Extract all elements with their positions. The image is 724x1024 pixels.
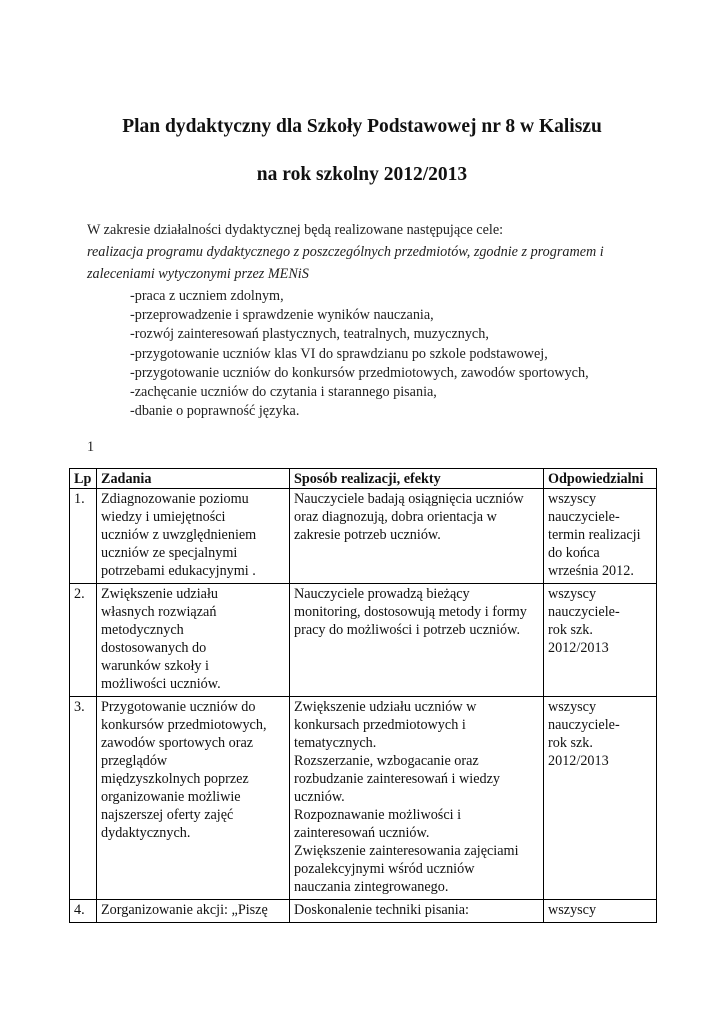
cell-line: pracy do możliwości i potrzeb uczniów. <box>294 622 521 638</box>
cell-line: organizowanie możliwie <box>101 789 241 805</box>
cell-line: rok szk. <box>548 735 593 751</box>
cell-line: metodycznych <box>101 622 184 638</box>
cell-zadania <box>97 489 290 584</box>
cell-line: do końca <box>548 545 600 561</box>
table-row <box>70 697 657 900</box>
cell-line: zainteresowań uczniów. <box>294 825 430 841</box>
cell-line: Doskonalenie techniki pisania: <box>294 902 469 918</box>
table-body <box>70 489 657 923</box>
cell-line: uczniów. <box>294 789 345 805</box>
header-lp: Lp <box>70 469 97 489</box>
cell-line: międzyszkolnych poprzez <box>101 771 249 787</box>
cell-lp: 1. <box>70 489 97 584</box>
cell-line: zakresie potrzeb uczniów. <box>294 527 441 543</box>
cell-line: dydaktycznych. <box>101 825 191 841</box>
header-zadania: Zadania <box>97 469 290 489</box>
section-number: 1 <box>87 439 95 455</box>
cell-line: Zwiększenie zainteresowania zajęciami <box>294 843 519 859</box>
goal-item: -zachęcanie uczniów do czytania i starannego pisania, <box>130 384 437 401</box>
cell-line: własnych rozwiązań <box>101 604 217 620</box>
italic-goal-line-1: realizacja programu dydaktycznego z poszczególnych przedmiotów, zgodnie z programem i <box>87 244 604 260</box>
cell-line: wszyscy <box>548 491 597 507</box>
cell-line: rozbudzanie zainteresowań i wiedzy <box>294 771 501 787</box>
cell-zadania <box>97 697 290 900</box>
cell-line: 2012/2013 <box>548 753 609 769</box>
cell-line: termin realizacji <box>548 527 641 543</box>
cell-line: Zorganizowanie akcji: „Piszę <box>101 902 268 918</box>
cell-odpowiedzialni <box>544 697 657 900</box>
intro-text: W zakresie działalności dydaktycznej będą realizowane następujące cele: <box>87 222 504 238</box>
cell-line: konkursów przedmiotowych, <box>101 717 267 733</box>
cell-line: 2012/2013 <box>548 640 609 656</box>
cell-sposob <box>290 697 544 900</box>
header-sposob: Sposób realizacji, efekty <box>290 469 544 489</box>
cell-line: wszyscy <box>548 902 597 918</box>
table-row <box>70 489 657 584</box>
cell-line: nauczyciele- <box>548 717 620 733</box>
cell-line: zawodów sportowych oraz <box>101 735 254 751</box>
cell-odpowiedzialni <box>544 584 657 697</box>
goal-item: -dbanie o poprawność języka. <box>130 403 300 420</box>
cell-line: potrzebami edukacyjnymi . <box>101 563 256 579</box>
cell-line: wszyscy <box>548 586 597 602</box>
cell-line: uczniów z uwzględnieniem <box>101 527 257 543</box>
header-odpowiedzialni: Odpowiedzialni <box>544 469 657 489</box>
cell-zadania <box>97 584 290 697</box>
document-title: Plan dydaktyczny dla Szkoły Podstawowej nr 8 w Kaliszu <box>122 116 602 137</box>
table-row <box>70 584 657 697</box>
cell-lp: 2. <box>70 584 97 697</box>
cell-line: przeglądów <box>101 753 168 769</box>
cell-line: września 2012. <box>548 563 634 579</box>
cell-sposob <box>290 584 544 697</box>
cell-line: Rozpoznawanie możliwości i <box>294 807 462 823</box>
cell-line: tematycznych. <box>294 735 377 751</box>
cell-line: konkursach przedmiotowych i <box>294 717 466 733</box>
cell-line: nauczania zintegrowanego. <box>294 879 449 895</box>
document-subtitle: na rok szkolny 2012/2013 <box>256 164 468 185</box>
table-row <box>70 900 657 923</box>
goal-item: -przygotowanie uczniów klas VI do sprawdzianu po szkole podstawowej, <box>130 345 548 362</box>
plan-table <box>69 468 657 923</box>
goals-list <box>130 287 589 421</box>
cell-line: Zwiększenie udziału <box>101 586 218 602</box>
cell-line: pozalekcyjnymi wśród uczniów <box>294 861 475 877</box>
table-header-row <box>70 469 657 489</box>
cell-zadania <box>97 900 290 923</box>
cell-line: Zdiagnozowanie poziomu <box>101 491 249 507</box>
cell-line: nauczyciele- <box>548 509 620 525</box>
cell-line: nauczyciele- <box>548 604 620 620</box>
goal-item: -praca z uczniem zdolnym, <box>130 288 284 304</box>
cell-line: możliwości uczniów. <box>101 676 221 692</box>
cell-line: warunków szkoły i <box>101 658 209 674</box>
cell-lp: 3. <box>70 697 97 900</box>
goal-item: -przygotowanie uczniów do konkursów przedmiotowych, zawodów sportowych, <box>130 364 589 381</box>
cell-odpowiedzialni <box>544 489 657 584</box>
cell-line: rok szk. <box>548 622 593 638</box>
cell-line: Zwiększenie udziału uczniów w <box>294 699 477 715</box>
cell-line: Rozszerzanie, wzbogacanie oraz <box>294 753 479 769</box>
cell-line: oraz diagnozują, dobra orientacja w <box>294 509 497 525</box>
goal-item: -przeprowadzenie i sprawdzenie wyników nauczania, <box>130 307 434 324</box>
cell-line: Przygotowanie uczniów do <box>101 699 256 715</box>
cell-line: Nauczyciele prowadzą bieżący <box>294 586 470 602</box>
cell-lp: 4. <box>70 900 97 923</box>
italic-goal-line-2: zaleceniami wytyczonymi przez MENiS <box>87 266 309 282</box>
cell-line: monitoring, dostosowują metody i formy <box>294 604 527 620</box>
cell-line: najszerszej oferty zajęć <box>101 807 234 823</box>
cell-line: wiedzy i umiejętności <box>101 509 226 525</box>
cell-line: uczniów ze specjalnymi <box>101 545 238 561</box>
cell-line: Nauczyciele badają osiągnięcia uczniów <box>294 491 524 507</box>
cell-sposob <box>290 900 544 923</box>
cell-odpowiedzialni <box>544 900 657 923</box>
cell-line: wszyscy <box>548 699 597 715</box>
cell-line: dostosowanych do <box>101 640 207 656</box>
goal-item: -rozwój zainteresowań plastycznych, teatralnych, muzycznych, <box>130 326 489 343</box>
cell-sposob <box>290 489 544 584</box>
